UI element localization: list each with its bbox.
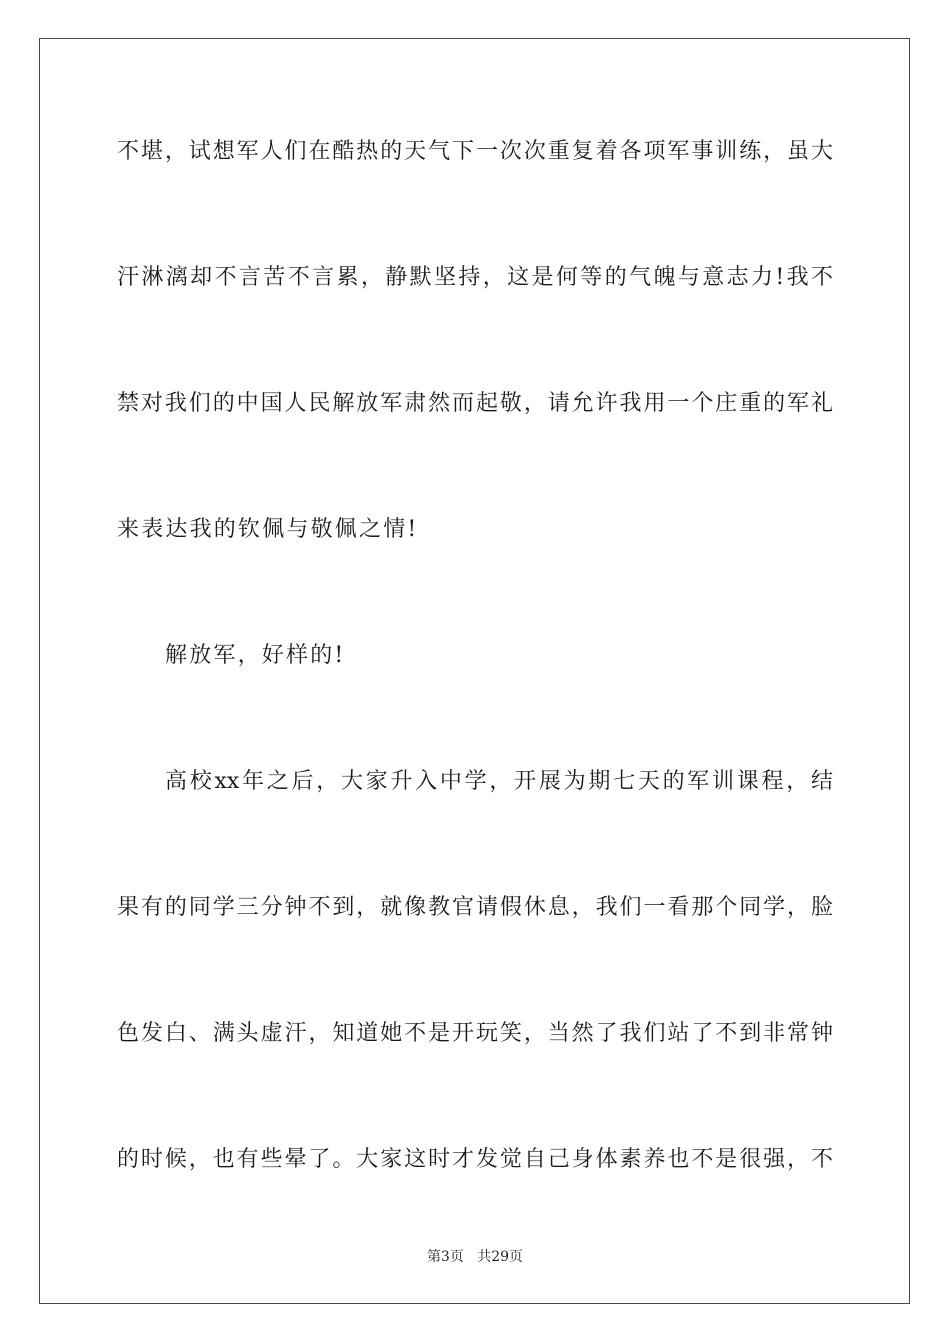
body-text-line-9: 的时候，也有些晕了。大家这时才发觉自己身体素养也不是很强，不 (117, 1147, 833, 1172)
body-text-line-5: 解放军，好样的! (165, 643, 346, 668)
page-total: 共29页 (477, 1249, 524, 1265)
body-text-line-4: 来表达我的钦佩与敬佩之情! (117, 517, 419, 542)
page-number: 第3页 (426, 1249, 464, 1265)
body-text-line-1: 不堪，试想军人们在酷热的天气下一次次重复着各项军事训练，虽大 (117, 139, 833, 164)
body-text-line-8: 色发白、满头虚汗，知道她不是开玩笑，当然了我们站了不到非常钟 (117, 1021, 833, 1046)
body-text-line-6: 高校xx年之后，大家升入中学，开展为期七天的军训课程，结 (165, 769, 833, 794)
page-footer (0, 1247, 950, 1267)
body-text-line-7: 果有的同学三分钟不到，就像教官请假休息，我们一看那个同学，脸 (117, 895, 833, 920)
body-text-line-3: 禁对我们的中国人民解放军肃然而起敬，请允许我用一个庄重的军礼 (117, 391, 833, 416)
body-text-line-2: 汗淋漓却不言苦不言累，静默坚持，这是何等的气魄与意志力!我不 (117, 265, 833, 290)
page-frame (39, 38, 910, 1304)
